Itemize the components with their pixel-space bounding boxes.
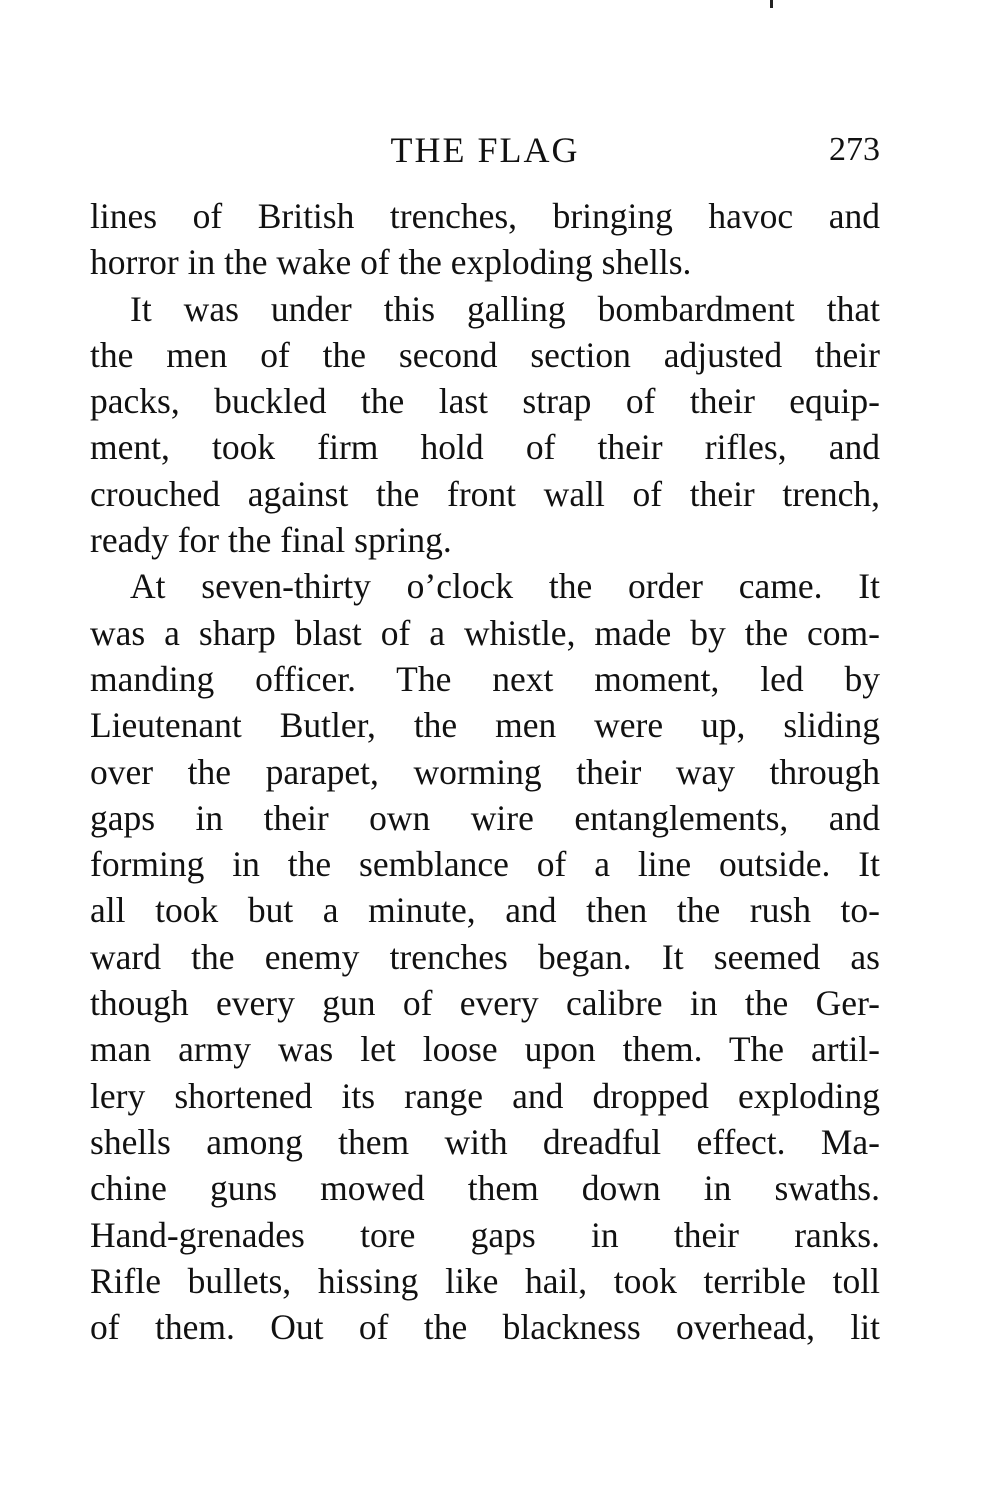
text-line: shells among them with dreadful effect. Ma- bbox=[90, 1121, 880, 1162]
text-line: ready for the final spring. bbox=[90, 520, 452, 561]
text-line: packs, buckled the last strap of their equip- bbox=[90, 381, 880, 422]
text-line: chine guns mowed them down in swaths. bbox=[90, 1168, 880, 1209]
text-line: of them. Out of the blackness overhead, lit bbox=[90, 1307, 880, 1348]
text-line: Rifle bullets, hissing like hail, took terrible toll bbox=[90, 1260, 880, 1301]
text-line: gaps in their own wire entanglements, and bbox=[90, 797, 880, 838]
text-line: It was under this galling bombardment that bbox=[130, 288, 880, 329]
page-edge-mark bbox=[770, 0, 773, 8]
running-title: THE FLAG bbox=[390, 130, 580, 170]
text-line: over the parapet, worming their way through bbox=[90, 751, 880, 792]
text-line: lery shortened its range and dropped exploding bbox=[90, 1075, 880, 1116]
text-line: At seven-thirty o’clock the order came. It bbox=[130, 566, 880, 607]
text-line: forming in the semblance of a line outside. It bbox=[90, 844, 880, 885]
text-line: ward the enemy trenches began. It seemed as bbox=[90, 936, 880, 977]
text-line: horror in the wake of the exploding shells. bbox=[90, 242, 692, 283]
text-line: Hand-grenades tore gaps in their ranks. bbox=[90, 1214, 880, 1255]
page-header bbox=[90, 128, 880, 172]
text-line: crouched against the front wall of their trench, bbox=[90, 473, 880, 514]
text-line: ment, took firm hold of their rifles, and bbox=[90, 427, 880, 468]
text-line: was a sharp blast of a whistle, made by the com- bbox=[90, 612, 880, 653]
text-line: man army was let loose upon them. The artil- bbox=[90, 1029, 880, 1070]
body-text bbox=[90, 193, 880, 1350]
text-line: Lieutenant Butler, the men were up, sliding bbox=[90, 705, 880, 746]
text-line: all took but a minute, and then the rush to- bbox=[90, 890, 880, 931]
text-line: though every gun of every calibre in the Ger- bbox=[90, 983, 880, 1024]
text-line: lines of British trenches, bringing havoc and bbox=[90, 196, 880, 236]
page-number: 273 bbox=[829, 131, 880, 168]
text-line: the men of the second section adjusted their bbox=[90, 334, 880, 375]
text-line: manding officer. The next moment, led by bbox=[90, 658, 880, 699]
